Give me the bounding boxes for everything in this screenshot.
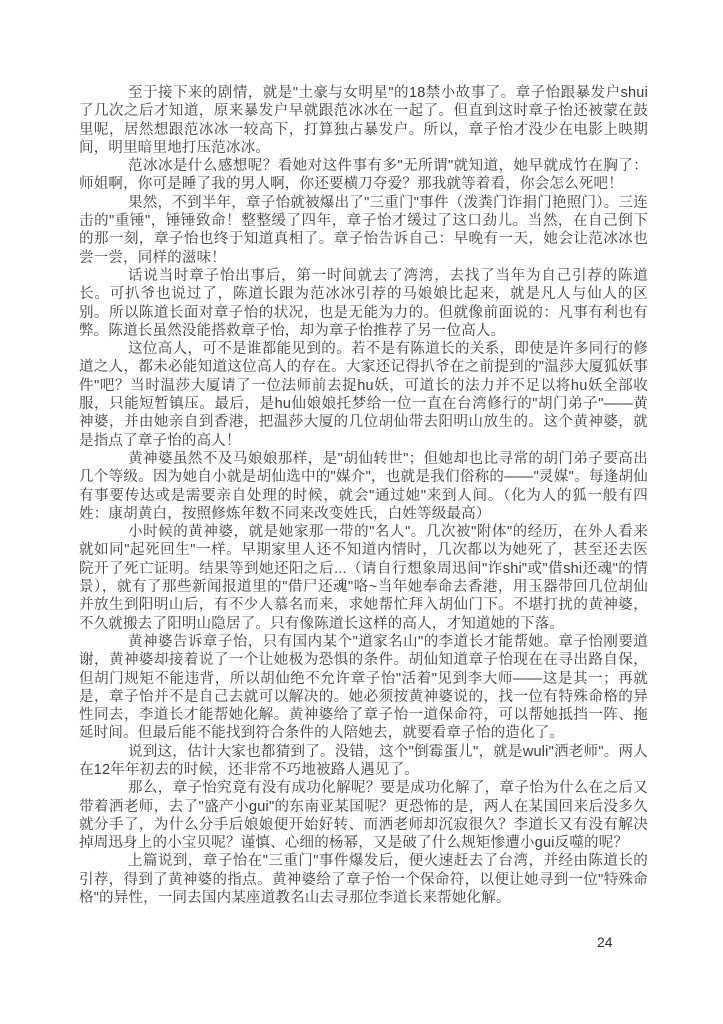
paragraph: 黄神婆告诉章子怡，只有国内某个"道家名山"的李道长才能帮她。章子怡刚要道谢，黄神婆却接着说了一个让她极为恐惧的条件。胡仙知道章子怡现在在寻出路自保，但胡门规矩不能违背，所以胡仙绝不允许章子怡"活着"见到李大师——这是其一；再就是，章子怡并不是自己去就可以解决的。她必须按黄神婆说的，找一位有特殊命格的异性同去，李道长才能帮她化解。黄神婆给了章子怡一道保命符，可以帮她抵挡一阵、拖延时间。但最后能不能找到符合条件的人陪她去，就要看章子怡的造化了。 bbox=[79, 633, 648, 742]
page-number: 24 bbox=[597, 934, 613, 950]
paragraph: 上篇说到，章子怡在"三重门"事件爆发后，便火速赶去了台湾，并经由陈道长的引荐，得到了黄神婆的指点。黄神婆给了章子怡一个保命符，以便让她寻到一位"特殊命格"的异性，一同去国内某座道教名山去寻那位李道长来帮她化解。 bbox=[79, 853, 648, 907]
paragraph: 至于接下来的剧情，就是"土豪与女明星"的18禁小故事了。章子怡跟暴发户shui了几次之后才知道，原来暴发户早就跟范冰冰在一起了。但直到这时章子怡还被蒙在鼓里呢，居然想跟范冰冰一较高下，打算独占暴发户。所以，章子怡才没少在电影上映期间，明里暗里地打压范冰冰。 bbox=[79, 85, 648, 156]
paragraph: 小时候的黄神婆，就是她家那一带的"名人"。几次被"附体"的经历，在外人看来就如同"起死回生"一样。早期家里人还不知道内情时，几次都以为她死了，甚至还去医院开了死亡证明。结果等到她还阳之后...（请自行想象周迅间"诈shi"或"借shi还魂"的情景），就有了那些新闻报道里的"借尸还魂"咯~当年她奉命去香港，用玉器带回几位胡仙并放生到阳明山后，有不少人慕名而来，求她帮忙拜入胡仙门下。不堪打扰的黄神婆，不久就搬去了阳明山隐居了。只有像陈道长这样的高人，才知道她的下落。 bbox=[79, 524, 648, 632]
paragraph: 那么，章子怡究竟有没有成功化解呢？要是成功化解了，章子怡为什么在之后又带着洒老师，去了"盛产小gui"的东南亚某国呢？更恐怖的是，两人在某国回来后没多久就分手了，为什么分手后娘娘便开始好转、而洒老师却沉寂很久？李道长又有没有解决掉周迅身上的小宝贝呢？谨慎、心细的杨幂，又是破了什么规矩惨遭小gui反噬的呢？ bbox=[79, 780, 648, 852]
paragraph: 这位高人，可不是谁都能见到的。若不是有陈道长的关系，即使是许多同行的修道之人，都未必能知道这位高人的存在。大家还记得扒爷在之前提到的"温莎大厦狐妖事件"吧？当时温莎大厦请了一位法师前去捉hu妖，可道长的法力并不足以将hu妖全部收服，只能短暂镇压。最后，是hu仙娘娘托梦给一位一直在台湾修行的"胡门弟子"——黄神婆，并由她亲自到香港，把温莎大厦的几位胡仙带去阳明山放生的。这个黄神婆，就是指点了章子怡的高人！ bbox=[79, 341, 648, 449]
paragraph: 黄神婆虽然不及马娘娘那样，是"胡仙转世"；但她却也比寻常的胡门弟子要高出几个等级。因为她自小就是胡仙选中的"媒介"，也就是我们俗称的——"灵媒"。每逢胡仙有事要传达或是需要亲自处理的时候，就会"通过她"来到人间。（化为人的狐一般有四姓：康胡黄白，按照修炼年数不同来改变姓氏，白姓等级最高） bbox=[79, 450, 648, 522]
paragraph: 话说当时章子怡出事后，第一时间就去了湾湾，去找了当年为自己引荐的陈道长。可扒爷也说过了，陈道长跟为范冰冰引荐的马娘娘比起来，就是凡人与仙人的区别。所以陈道长面对章子怡的状况，也是无能为力的。但就像前面说的：凡事有利也有弊。陈道长虽然没能搭救章子怡，却为章子怡推荐了另一位高人。 bbox=[79, 267, 648, 339]
paragraph: 说到这，估计大家也都猜到了。没错，这个"倒霉蛋儿"，就是wuli"洒老师"。两人在12年年初去的时候，还非常不巧地被路人遇见了。 bbox=[79, 743, 648, 778]
paragraph: 范冰冰是什么感想呢？看她对这件事有多"无所谓"就知道，她早就成竹在胸了：师姐啊，你可是睡了我的男人啊，你还要横刀夺爱？那我就等着看，你会怎么死吧！ bbox=[79, 158, 648, 193]
body-text bbox=[79, 84, 648, 907]
paragraph: 果然，不到半年，章子怡就被爆出了"三重门"事件（泼粪门诈捐门艳照门）。三连击的"重锤"，锤锤致命！整整缓了四年，章子怡才缓过了这口劲儿。当然，在自己倒下的那一刻，章子怡也终于知道真相了。章子怡告诉自己：早晚有一天，她会让范冰冰也尝一尝，同样的滋味！ bbox=[79, 194, 648, 266]
